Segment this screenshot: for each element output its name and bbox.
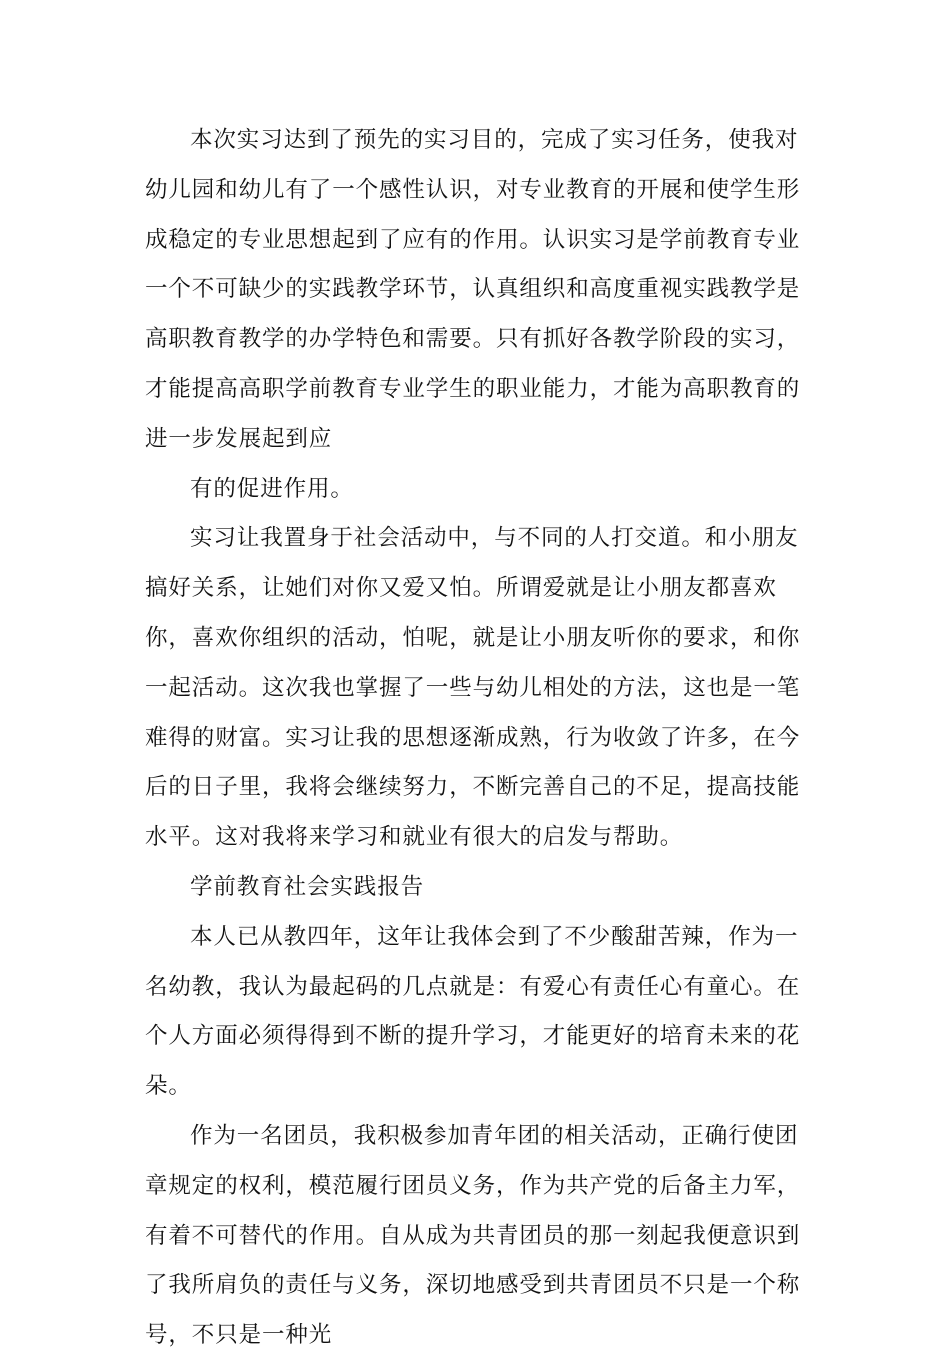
paragraph-teaching-experience: 本人已从教四年，这年让我体会到了不少酸甜苦辣，作为一名幼教，我认为最起码的几点就是：有爱心有责任心有童心。在个人方面必须得得到不断的提升学习，才能更好的培育未来的花朵。 [145, 923, 801, 1100]
section-heading: 学前教育社会实践报告 [190, 873, 425, 900]
paragraph-league-member: 作为一名团员，我积极参加青年团的相关活动，正确行使团章规定的权利，模范履行团员义务，作为共产党的后备主力军，有着不可替代的作用。自从成为共青团员的那一刻起我便意识到了我所肩负的责任与义务，深切地感受到共青团员不只是一个称号，不只是一种光 [145, 1122, 801, 1349]
paragraph-social-activity: 实习让我置身于社会活动中，与不同的人打交道。和小朋友搞好关系，让她们对你又爱又怕。所谓爱就是让小朋友都喜欢你，喜欢你组织的活动，怕呢，就是让小朋友听你的要求，和你一起活动。这次我也掌握了一些与幼儿相处的方法，这也是一笔难得的财富。实习让我的思想逐渐成熟，行为收敛了许多，在今后的日子里，我将会继续努力，不断完善自己的不足，提高技能水平。这对我将来学习和就业有很大的启发与帮助。 [145, 525, 801, 851]
paragraph-internship-summary: 本次实习达到了预先的实习目的，完成了实习任务，使我对幼儿园和幼儿有了一个感性认识，对专业教育的开展和使学生形成稳定的专业思想起到了应有的作用。认识实习是学前教育专业一个不可缺少的实践教学环节，认真组织和高度重视实践教学是高职教育教学的办学特色和需要。只有抓好各教学阶段的实习，才能提高高职学前教育专业学生的职业能力，才能为高职教育的进一步发展起到应 [145, 127, 801, 452]
document-body [145, 116, 810, 1361]
paragraph-continuation: 有的促进作用。 [190, 475, 354, 502]
